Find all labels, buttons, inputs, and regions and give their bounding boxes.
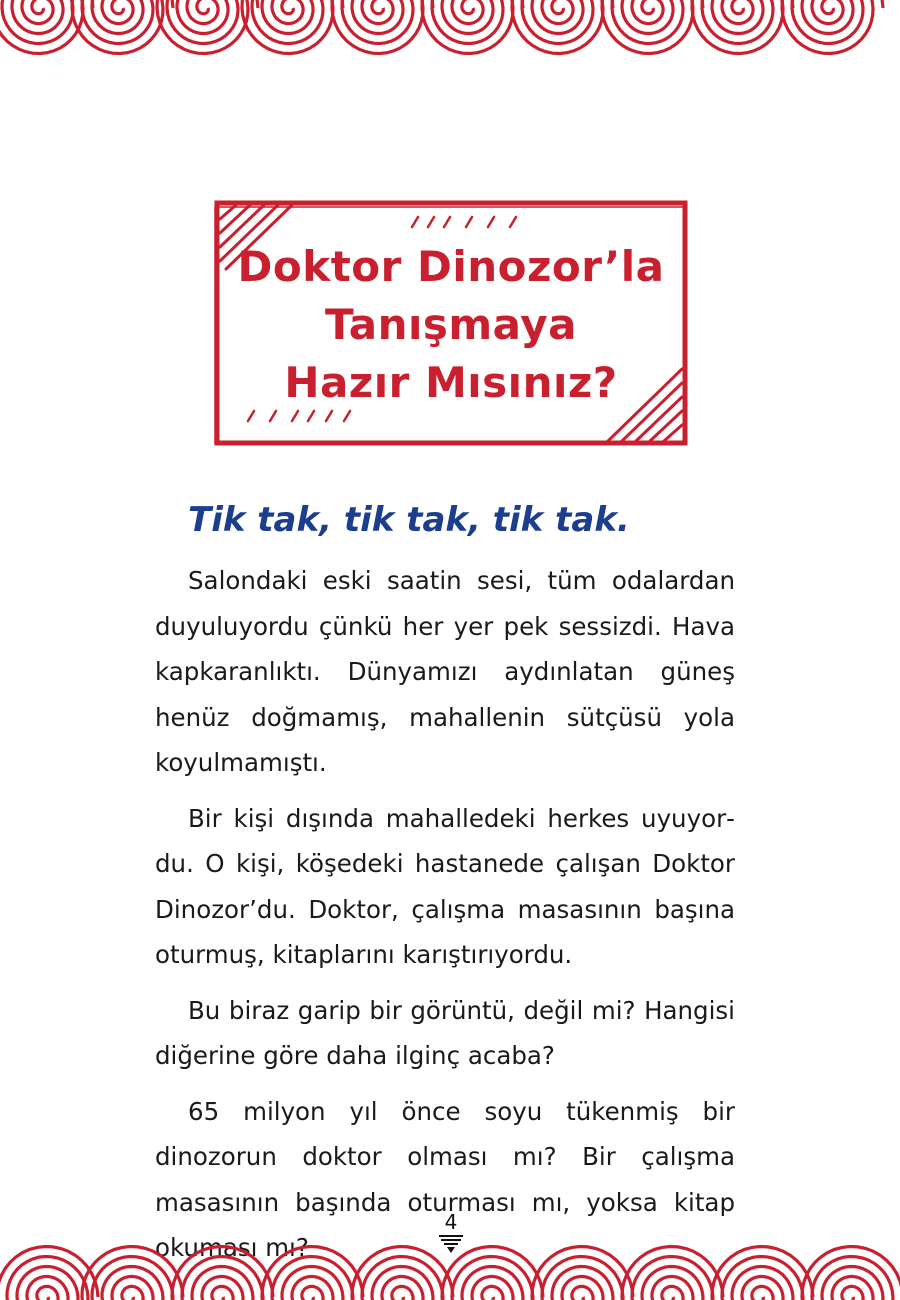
spiral-ornament	[802, 1247, 900, 1300]
spiral-ornament	[352, 1247, 453, 1300]
spiral-ornament	[172, 1247, 273, 1300]
page-number: 4	[444, 1210, 458, 1234]
chapter-title	[212, 238, 690, 412]
spiral-ornament	[0, 0, 93, 54]
spiral-ornament	[712, 1247, 813, 1300]
spiral-ornament	[692, 0, 793, 54]
chapter-title-line-2: Tanışmaya	[325, 300, 577, 349]
spiral-ornament	[332, 0, 433, 54]
spiral-ornament	[512, 0, 613, 54]
chapter-title-line-1: Doktor Dinozor’la	[237, 242, 665, 291]
spiral-ornament	[262, 1247, 363, 1300]
paragraph-2: Bir kişi dışında mahalledeki herkes uyuyordu. O kişi, köşedeki hastanede çalışan Doktor Dinozor’du. Doktor, çalışma masasının başına oturmuş, kitaplarını karıştırıyordu.	[155, 803, 735, 969]
spiral-ornament	[532, 1247, 633, 1300]
bottom-spiral-border	[0, 1235, 900, 1300]
paragraph-1: Salondaki eski saatin sesi, tüm odalardan duyuluyordu çünkü her yer pek sessizdi. Hava kapkaranlıktı. Dünyamızı aydınlatan güneş henüz doğmamış, mahallenin sütçüsü yola koyulmamıştı.	[155, 566, 735, 777]
spiral-ornament	[422, 0, 523, 54]
body-text	[155, 558, 735, 1281]
paragraph-3: Bu biraz garip bir görüntü, değil mi? Hangisi diğerine göre daha ilginç acaba?	[155, 995, 735, 1070]
spiral-ornament	[622, 1247, 723, 1300]
paragraph-4: 65 milyon yıl önce soyu tükenmiş bir dinozorun doktor olması mı? Bir çalışma masasının başında oturması mı, yoksa kitap okuması mı?	[155, 1096, 735, 1262]
opening-line: Tik tak, tik tak, tik tak.	[188, 500, 630, 540]
spiral-ornament	[782, 0, 883, 54]
chapter-title-line-3: Hazır Mısınız?	[284, 358, 618, 407]
spiral-ornament	[602, 0, 703, 54]
top-spiral-border	[0, 0, 900, 70]
spiral-ornament	[442, 1247, 543, 1300]
